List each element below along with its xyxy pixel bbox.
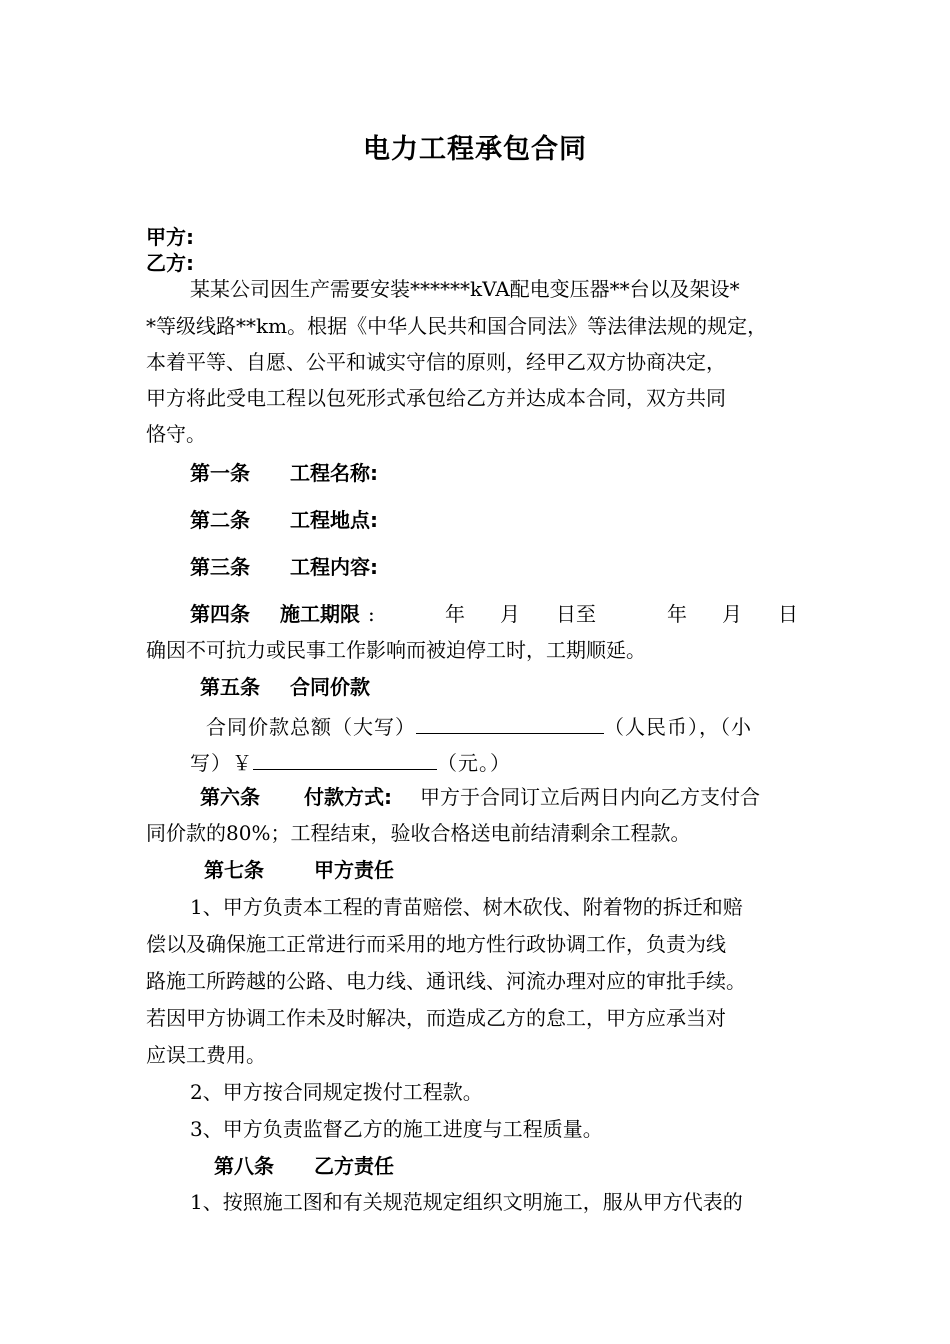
article-1-number: 第一条 [190,461,250,485]
article-5-heading: 合同价款 [290,675,370,699]
price-line-1 [206,713,752,737]
price-line-2 [190,749,511,773]
article-7-clause-1: 1、甲方负责本工程的青苗赔偿、树木砍伐、附着物的拆迁和赔 [190,895,743,919]
intro-line: 本着平等、自愿、公平和诚实守信的原则，经甲乙双方协商决定， [146,350,726,374]
article-5-number: 第五条 [200,675,260,699]
article-1-heading: 工程名称: [290,461,378,485]
article-6-text: 甲方于合同订立后两日内向乙方支付合 [420,785,760,809]
date-day-start: 日至 [556,602,596,626]
party-a-label: 甲方: [146,225,194,249]
article-8-heading: 乙方责任 [314,1154,394,1178]
article-8-clause-1: 1、按照施工图和有关规范规定组织文明施工，服从甲方代表的 [190,1190,743,1214]
article-7-clause-1: 应误工费用。 [146,1043,266,1067]
party-b-label: 乙方: [146,251,194,275]
article-6-heading: 付款方式: [304,785,392,809]
article-7-number: 第七条 [204,858,264,882]
article-4-number: 第四条 [190,602,250,626]
article-4-note: 确因不可抗力或民事工作影响而被迫停工时，工期顺延。 [146,638,646,662]
article-7-clause-3: 3、甲方负责监督乙方的施工进度与工程质量。 [190,1117,603,1141]
date-year-start: 年 [445,602,465,626]
intro-line: 恪守。 [146,422,206,446]
article-8-number: 第八条 [214,1154,274,1178]
price-lowercase-label: 写）￥ [190,751,253,775]
article-7-heading: 甲方责任 [314,858,394,882]
intro-line: 甲方将此受电工程以包死形式承包给乙方并达成本合同，双方共同 [146,386,726,410]
article-4-heading: 施工期限 [280,602,360,626]
article-2-heading: 工程地点: [290,508,378,532]
price-total-label: 合同价款总额（大写） [206,715,416,739]
date-month-end: 月 [722,602,742,626]
article-2-number: 第二条 [190,508,250,532]
price-lowercase-blank [253,749,437,770]
date-month-start: 月 [500,602,520,626]
article-7-clause-2: 2、甲方按合同规定拨付工程款。 [190,1080,483,1104]
intro-line: *等级线路**km。根据《中华人民共和国合同法》等法律法规的规定， [146,314,768,338]
price-unit-label: （元。） [437,751,511,775]
article-7-clause-1: 偿以及确保施工正常进行而采用的地方性行政协调工作，负责为线 [146,932,726,956]
date-day-end: 日 [778,602,798,626]
page-title: 电力工程承包合同 [363,134,587,165]
price-uppercase-blank [416,713,604,734]
article-7-clause-1: 路施工所跨越的公路、电力线、通讯线、河流办理对应的审批手续。 [146,969,746,993]
price-currency-label: （人民币），（小 [604,715,752,739]
article-4-colon: : [368,602,375,626]
article-3-number: 第三条 [190,555,250,579]
article-3-heading: 工程内容: [290,555,378,579]
date-year-end: 年 [667,602,687,626]
intro-line: 某某公司因生产需要安装******kVA配电变压器**台以及架设* [190,277,740,301]
article-6-number: 第六条 [200,785,260,809]
article-6-text: 同价款的80%；工程结束，验收合格送电前结清剩余工程款。 [146,821,691,845]
article-7-clause-1: 若因甲方协调工作未及时解决，而造成乙方的怠工，甲方应承当对 [146,1006,726,1030]
